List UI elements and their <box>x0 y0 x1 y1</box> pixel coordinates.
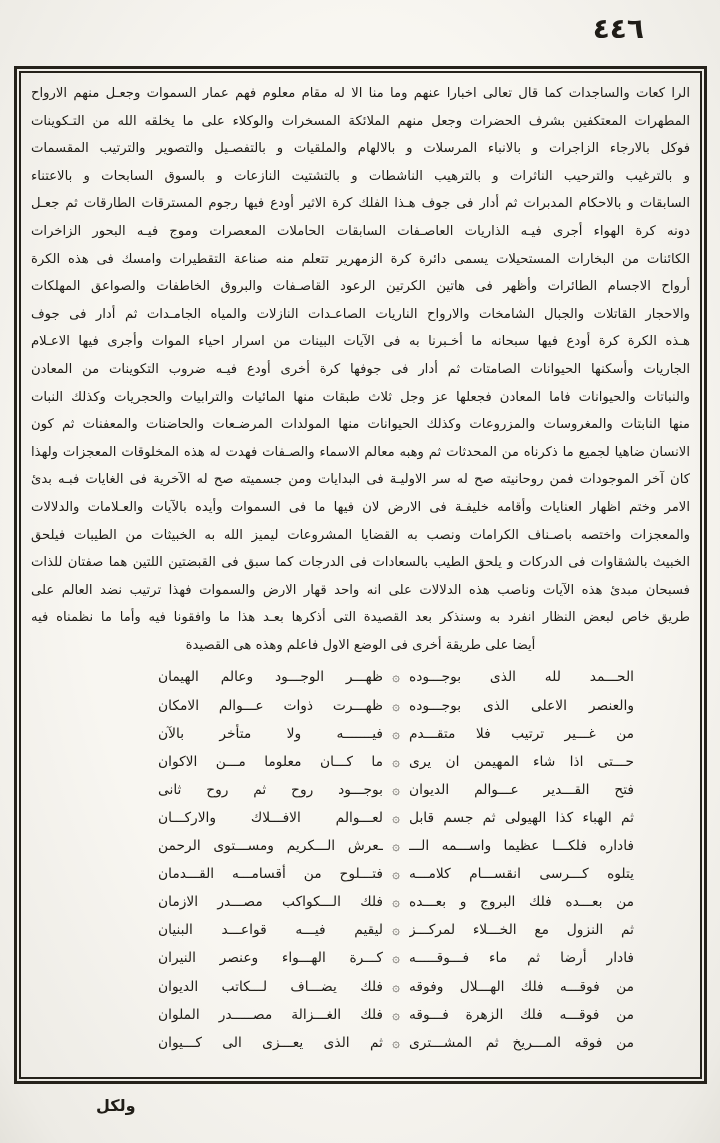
verse-second-hemistich: فلك يضـــاف لـــكاتب الديوان <box>158 978 383 995</box>
verse-second-hemistich: ليقيم فيـــه قواعـــد البنيان <box>158 922 383 939</box>
verse-row <box>158 663 634 691</box>
verse-first-hemistich: والعنصر الاعلى الذى بوجـــوده <box>409 697 634 714</box>
verse-row <box>158 748 634 776</box>
prose-line: الكائنات من البخارات المستحيلات يسمى دائرة كرة الزمهرير تتعلم منه صناعة التقطيرات وامسك فى هذه الكرة <box>31 251 690 267</box>
verse-row <box>158 973 634 1001</box>
verse-first-hemistich: من فوقه المـــريخ ثم المشـــترى <box>409 1034 634 1051</box>
verse-separator-rosette: ۞ <box>392 754 400 770</box>
prose-line: أرواح الاجسام الطائرات وأظهر فى هاتين الكرتين الرعود القاصـفات والبروق الخاطفات والصواعق المهلكات <box>31 279 690 295</box>
verse-row <box>158 1029 634 1057</box>
prose-line: هـذه الكرة كرة أودع فيها سبحانه ما أخـبرنا به فى الآيات البينات من اسرار احياء الموات وأجرى فيها الاعـلام <box>31 334 690 350</box>
text-border-frame <box>14 66 707 1084</box>
verse-first-hemistich: ثم الهباء كذا الهيولى ثم جسم قابل <box>409 809 634 826</box>
verse-separator-rosette: ۞ <box>392 1007 400 1023</box>
prose-line: والاحجار القاتلات والجبال الشامخات والارواح الناريات الصاعـدات النازلات والمياه الجامـدات ثم أدار فى جوف <box>31 306 690 322</box>
qasida-block <box>158 663 634 1056</box>
prose-line: فوكل بالارجاء الزاجرات و بالانباء المرسلات و بالالهام والملقيات و بالتفصـيل والتصوير والترتيب المقسمات <box>31 141 690 157</box>
prose-line: المطهرات المعتكفين بشرف الحضرات وجعل منهم الملائكة المسخرات والوكلاء على ما يخلقه الله من التـكوينات <box>31 113 690 129</box>
verse-row <box>158 916 634 944</box>
prose-line: كان آخر الموجودات فمن روحانيته صح له سر الاوليـة فى البدايات ومن جسميته صح له الآخرية فى الغايات فبـه بدئ <box>31 472 690 488</box>
verse-first-hemistich: من بعـــده فلك البروج و بعـــده <box>409 894 634 911</box>
verse-second-hemistich: ثم الذى يعـــزى الى كـــيوان <box>158 1034 383 1051</box>
prose-line: الجاريات وأسكنها الحيوانات الصامتات ثم أدار فى جوفها كرة أخرى أودع فيـه ضروب التكوينات من المعادن <box>31 361 690 377</box>
verse-separator-rosette: ۞ <box>392 726 400 742</box>
verse-separator-rosette: ۞ <box>392 923 400 939</box>
verse-separator-rosette: ۞ <box>392 698 400 714</box>
prose-line: فسبحان مبدئ هذه الآيات وناصب هذه الدلالات على انه واحد قهار الارض والسموات فهذا ترتيب نضد العالم على <box>31 582 690 598</box>
verse-separator-rosette: ۞ <box>392 867 400 883</box>
verse-separator-rosette: ۞ <box>392 895 400 911</box>
verse-separator-rosette: ۞ <box>392 839 400 855</box>
verse-first-hemistich: حـــتى اذا شاء المهيمن ان يرى <box>409 753 634 770</box>
text-border-frame-inner <box>19 71 702 1079</box>
verse-separator-rosette: ۞ <box>392 951 400 967</box>
verse-row <box>158 832 634 860</box>
verse-row <box>158 804 634 832</box>
catchword: ولكل <box>96 1096 136 1115</box>
verse-second-hemistich: لعـــوالم الافـــلاك والاركـــان <box>158 809 383 826</box>
verse-first-hemistich: فادار أرضا ثم ماء فـــوقـــــه <box>409 950 634 967</box>
prose-line: منها النابتات والمغروسات والمزروعات وكذلك الحيوانات منها المولدات المرضـعات والحاضنات والمعفنات ثم كون <box>31 417 690 433</box>
verse-first-hemistich: فتح القـــدير عـــوالم الديوان <box>409 781 634 798</box>
verse-row <box>158 1001 634 1029</box>
prose-line-final: أيضا على طريقة أخرى فى الوضع الاول فاعلم وهذه هى القصيدة <box>185 637 536 653</box>
verse-row <box>158 860 634 888</box>
prose-line: الرا كعات والساجدات كما قال تعالى اخبارا عنهم وما منا الا له مقام معلوم فهم عمار السموات وجعـل منهم الارواح <box>31 86 690 101</box>
page-number: ٤٤٦ <box>592 12 644 45</box>
verse-second-hemistich: ظهـــر الوجـــود وعالم الهيمان <box>158 669 383 686</box>
verse-second-hemistich: بوجـــود روح ثم روح ثانى <box>158 781 383 798</box>
prose-line: دونه كرة الهواء أجرى فيـه الذاريات العاصـفات السابقات الحاملات المعصرات وموج فيـه البحور الزاخرات <box>31 223 690 239</box>
prose-line: والنباتات والحيوانات فاما المعادن فجعلها عز وجل ثلاث طبقات منها المائيات والترابيات والحجريات وكذلك النبات <box>31 389 690 405</box>
verse-first-hemistich: من غـــير ترتيب فلا متقـــدم <box>409 725 634 742</box>
verse-second-hemistich: فلك الغـــزالة مصـــــدر الملوان <box>158 1006 383 1023</box>
verse-row <box>158 944 634 972</box>
prose-line: طريق خاص لبعض النظار انفرد به وسنذكر بعد القصيدة التى أذكرها بعـد هذا ما وافقونا فيه وأما ما نظمناه فيه <box>31 610 690 626</box>
verse-second-hemistich: كـــرة الهـــواء وعنصر النيران <box>158 950 383 967</box>
verse-row <box>158 720 634 748</box>
verse-row <box>158 888 634 916</box>
verse-row <box>158 692 634 720</box>
verse-first-hemistich: من فوقـــه فلك الهـــلال وفوقه <box>409 978 634 995</box>
verse-separator-rosette: ۞ <box>392 979 400 995</box>
prose-line: الخبيث بالشقاوات فى الدركات و يلحق الطيب بالسعادات فى الدرجات كما سبق فى القبضتين اللتين هما صفتان للذات <box>31 555 690 571</box>
verse-first-hemistich: يتلوه كـــرسى انقســـام كلامـــه <box>409 866 634 883</box>
prose-line: السابقات و بالاحكام المدبرات ثم أدار فى جوف هـذا الفلك كرة الاثير أودع فيها رجوم المسترقات الطارقات ثم جعـل <box>31 196 690 212</box>
verse-separator-rosette: ۞ <box>392 810 400 826</box>
verse-second-hemistich: ظهـــرت ذوات عـــوالم الامكان <box>158 697 383 714</box>
prose-block <box>31 80 690 659</box>
verse-row <box>158 776 634 804</box>
verse-first-hemistich: الحـــمد لله الذى بوجـــوده <box>409 669 634 686</box>
verse-second-hemistich: ـعرش الـــكريم ومســـتوى الرحمن <box>158 838 383 855</box>
verse-first-hemistich: ثم النزول مع الخـــلاء لمركـــز <box>409 922 634 939</box>
verse-separator-rosette: ۞ <box>392 782 400 798</box>
prose-line: الانسان ضاهيا لجميع ما ذكرناه من المحدثات ثم وهبه معالم الاسماء والصـفات فهدت له هذه المخلوقات المعجزات ولهذا <box>31 444 690 460</box>
verse-second-hemistich: فيـــــــه ولا متأخر بالآن <box>158 725 383 742</box>
verse-second-hemistich: فتـــلوح من أقسامـــه القـــدمان <box>158 866 383 883</box>
verse-separator-rosette: ۞ <box>392 1035 400 1051</box>
verse-first-hemistich: من فوقـــه فلك الزهرة فـــوقه <box>409 1006 634 1023</box>
prose-line: الامر وختم اظهار العنايات وأقامه خليفـة فى الارض لان فيها ما فى السموات وأيده بالآيات والعـلامات والدلالات <box>31 499 690 515</box>
prose-line: و بالترغيب والترحيب الناثرات و بالترهيب الناشطات و بالتشتيت النازعات و بالسوق السابحات و بالاعتناء <box>31 168 690 184</box>
verse-second-hemistich: فلك الـــكواكب مصـــدر الازمان <box>158 894 383 911</box>
verse-first-hemistich: فاداره فلكـــا عظيما واســـمه الـــ <box>409 838 634 855</box>
verse-separator-rosette: ۞ <box>392 670 400 686</box>
prose-line: والمعجزات واختصه باصـناف الكرامات ونصب به القضايا المشروعات ليميز الله به الخبيثات من الطيبات فيلحق <box>31 527 690 543</box>
verse-second-hemistich: ما كـــان معلوما مـــن الاكوان <box>158 753 383 770</box>
